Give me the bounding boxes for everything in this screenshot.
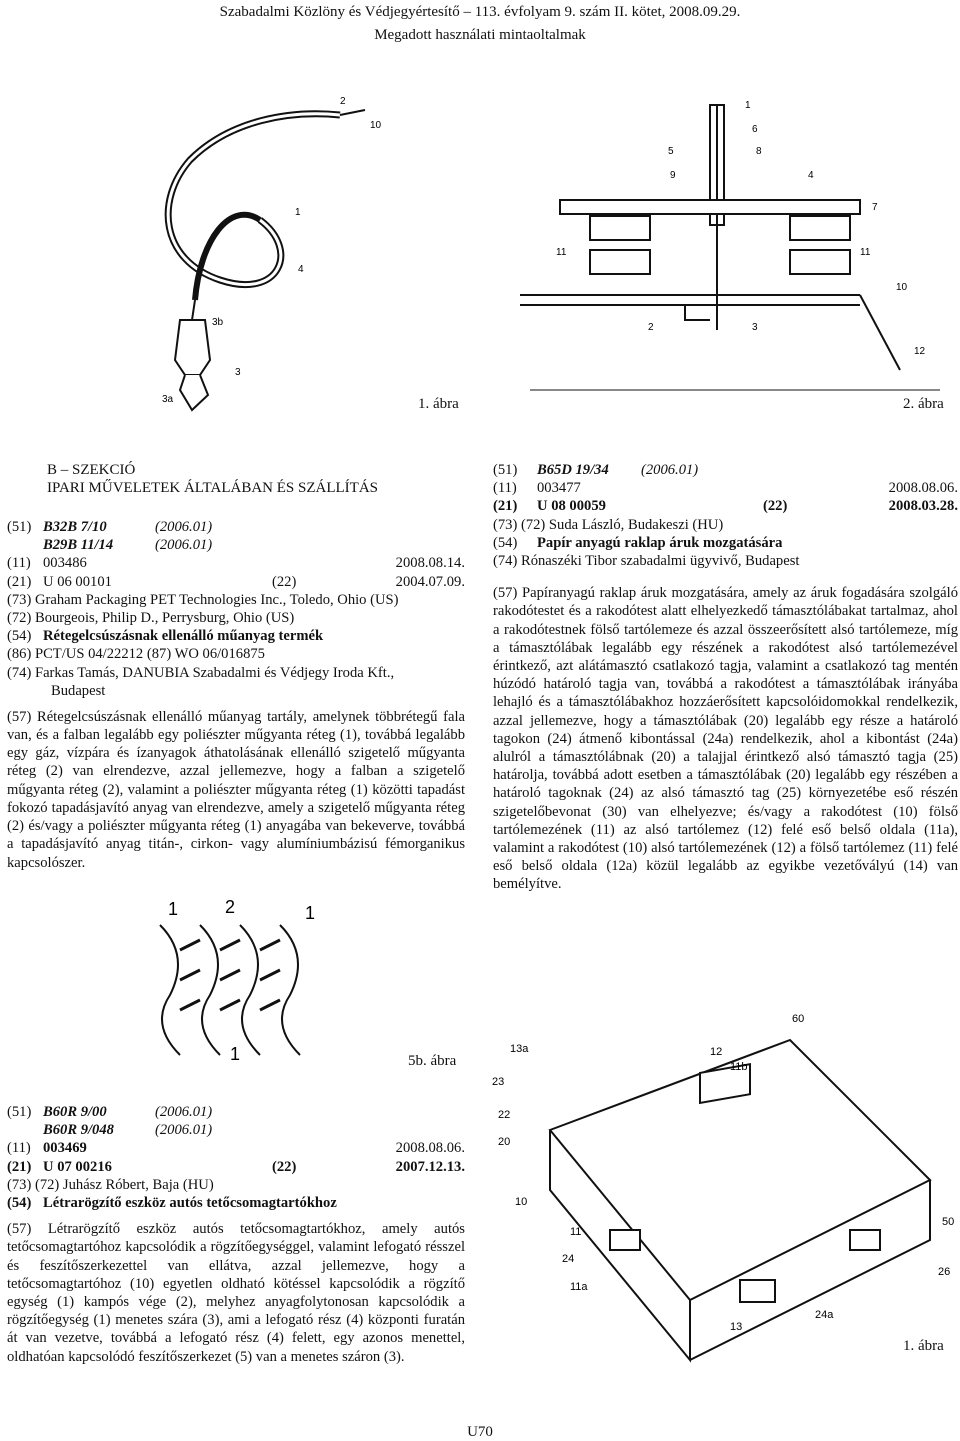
registration-number: 003486 — [43, 555, 87, 572]
figure-2-caption: 2. ábra — [903, 396, 944, 412]
field-code: (21) — [493, 498, 518, 515]
ipc-class: B60R 9/048 — [43, 1122, 114, 1139]
fig2-label: 5 — [668, 146, 674, 157]
abstract-text: (57) Rétegelcsúszásnak ellenálló műanyag tartály, amelynek többrétegű fala van, és a falban legalább egy poliészter műgyanta réteg (1), továbbá legalább egy gáz, vízpára és ízanyagok áthatolásának ellenálló szigetelő műgyanta réteg (2) van elrendezve, azzal jellemezve, hogy a falban a szigetelő műgyanta réteg (2), valamint a poliészter műgyanta réteg (1) közötti tapadást fokozó tapadásjavító anyag van elrendezve, amely a szigetelő műgyanta réteg (2) és/vagy a poliészter műgyanta réteg (1) anyagába van bekeverve, továbbá a tapadásjavító anyag titán-, cirkon- vagy alumíniumbázisú fémorganikus kapcsolószer. — [7, 708, 465, 871]
fig1-label: 10 — [370, 120, 382, 131]
fig2-label: 7 — [872, 202, 878, 213]
entry-title: Létrarögzítő eszköz autós tetőcsomagtartókhoz — [43, 1194, 337, 1211]
field-code: (54) — [7, 628, 32, 645]
field-code: (22) — [272, 573, 297, 590]
application-number: U 06 00101 — [43, 573, 112, 590]
patent-entry-003486 — [7, 518, 465, 872]
figure-5b-caption: 5b. ábra — [408, 1053, 457, 1069]
patent-entry-003469 — [7, 1103, 465, 1366]
fig1-label: 4 — [298, 264, 304, 275]
pallet-label: 11b — [730, 1061, 748, 1073]
fig1-label: 3 — [235, 367, 241, 378]
ipc-version: (2006.01) — [155, 519, 213, 535]
field-code: (11) — [7, 555, 31, 572]
ipc-class: B65D 19/34 — [537, 462, 609, 478]
fig2-label: 8 — [756, 146, 762, 157]
pallet-label: 13 — [730, 1321, 743, 1333]
pct-line: (86) PCT/US 04/22212 (87) WO 06/016875 — [7, 646, 265, 663]
field-code: (11) — [7, 1140, 31, 1157]
field-code: (51) — [7, 1104, 32, 1120]
fig2-label: 3 — [752, 322, 758, 333]
application-number: U 08 00059 — [537, 498, 606, 515]
owner-line: (73) (72) Juhász Róbert, Baja (HU) — [7, 1176, 214, 1193]
ipc-class: B60R 9/00 — [43, 1104, 107, 1120]
inventor-line: (72) Bourgeois, Philip D., Perrysburg, Ohio (US) — [7, 609, 295, 626]
pallet-label: 11a — [570, 1281, 588, 1293]
field-code: (54) — [7, 1194, 32, 1211]
ipc-version: (2006.01) — [155, 1122, 213, 1139]
fig2-label: 11 — [860, 247, 871, 258]
registration-number: 003469 — [43, 1140, 87, 1157]
fig1-label: 1 — [295, 207, 301, 218]
ipc-version: (2006.01) — [155, 537, 213, 554]
field-code: (21) — [7, 1158, 32, 1175]
fig2-label: 4 — [808, 170, 814, 181]
fig1-label: 3a — [162, 394, 174, 405]
agent-city: Budapest — [51, 682, 106, 699]
application-number: U 07 00216 — [43, 1158, 112, 1175]
figure-pallet-caption: 1. ábra — [903, 1338, 944, 1354]
pallet-label: 24 — [562, 1253, 575, 1265]
pallet-label: 22 — [498, 1109, 511, 1121]
pallet-label: 23 — [492, 1076, 505, 1088]
pallet-label: 50 — [942, 1216, 955, 1228]
filing-date: 2008.03.28. — [888, 498, 958, 515]
section-subtitle: IPARI MŰVELETEK ÁLTALÁBAN ÉS SZÁLLÍTÁS — [47, 480, 379, 496]
fig2-label: 10 — [896, 282, 908, 293]
fig2-label: 9 — [670, 170, 676, 181]
field-code: (22) — [763, 498, 788, 515]
fig5b-label: 1 — [230, 1044, 241, 1064]
abstract-text: (57) Létrarögzítő eszköz autós tetőcsomagtartókhoz, amely autós tetőcsomagtartóhoz kapcsolódik a rögzítőegységgel, valamint lefogató résszel és feszítőszerkezettel van ellátva, azzal jellemezve, hogy a tetőcsomagtartóhoz (10) egyetlen oldható kötéssel kapcsolódik a rögzítő egység (1) kampós vége (2), melyhez anyagfolytonosan kapcsolódik a rögzítőegység (1) menetes szára (3), ami a lefogató rész (4) központi furatán át van vezetve, továbbá a lefogató rész (4) felett, egy azonos menettel, oldhatóan kapcsolódó feszítőszerkezet (5) van a menetes száron (3). — [7, 1221, 465, 1365]
running-header: Szabadalmi Közlöny és Védjegyértesítő – 113. évfolyam 9. szám II. kötet, 2008.09.29. — [219, 4, 741, 20]
section-header: Megadott használati mintaoltalmak — [374, 27, 586, 43]
ipc-class: B29B 11/14 — [43, 537, 114, 554]
figure-2-drawing — [520, 90, 960, 425]
figure-1-drawing — [150, 90, 410, 425]
field-code: (54) — [493, 534, 518, 551]
figure-pallet-drawing — [490, 1000, 960, 1380]
pallet-label: 20 — [498, 1136, 511, 1148]
owner-line: (73) Graham Packaging PET Technologies Inc., Toledo, Ohio (US) — [7, 591, 399, 608]
ipc-class: B32B 7/10 — [43, 519, 107, 535]
fig2-label: 11 — [556, 247, 567, 258]
field-code: (11) — [493, 480, 517, 497]
figure-5b-drawing — [140, 895, 340, 1065]
pallet-label: 13a — [510, 1043, 529, 1055]
patent-entry-003477 — [493, 461, 958, 894]
fig2-label: 6 — [752, 124, 758, 135]
pallet-label: 26 — [938, 1266, 951, 1278]
registration-date: 2008.08.06. — [395, 1140, 465, 1157]
fig5b-label: 1 — [168, 899, 179, 919]
pallet-label: 60 — [792, 1013, 805, 1025]
section-title: B – SZEKCIÓ — [47, 462, 136, 478]
abstract-text: (57) Papíranyagú raklap áruk mozgatására, amely az áruk fogadására szolgáló rakodótestet és a rakodótest alatt elhelyezkedő támasztólábakat tartalmaz, ahol a rakodótestnek fölső tartólemeze és azzal összeerősített alsó tartólemeze, míg a támasztólábak legalább egy részének a rakodótest alsó tartólemezével érintkező, azt alátámasztó csatlakozó tagja, valamint a csatlakozó tag mentén húzódó határoló tagja van, továbbá a rakodótest a támasztólábak irányába lehajló és a támasztólábakhoz hozzáerősített kapcsolóidomokkal rendelkezik, azzal jellemezve, hogy a támasztólábak (20) legalább egy része a határoló tagokon (24) átmenő kibontással (24a) rendelkezik, ahol a kibontást (24a) alulról a támasztólábnak (20) a talajjal érintkező alsó támasztó tagja (25) határolja, továbbá adott esetben a támasztólábak (20) legalább egy részében a határoló tagoknak (24) az alsó támasztó tag (25) környezetébe eső részén szigetelőbevonat (30) van elhelyezve; és/vagy a rakodótest (10) fölső tartólemezének (11) az alsó tartólemez (12) felé eső belső oldala (11a), valamint a rakodótest (10) alsó tartólemezének (12) a fölső tartólemez (11) felé eső belső oldala (12a) közül legalább az egyikbe vezetővályú (14) van bemélyítve. — [493, 585, 958, 893]
agent-line: (74) Farkas Tamás, DANUBIA Szabadalmi és Védjegy Iroda Kft., — [7, 664, 395, 681]
registration-date: 2008.08.14. — [395, 555, 465, 572]
registration-date: 2008.08.06. — [888, 480, 958, 497]
fig1-label: 2 — [340, 96, 346, 107]
figure-1-caption: 1. ábra — [418, 396, 459, 412]
fig1-label: 3b — [212, 317, 224, 328]
filing-date: 2004.07.09. — [395, 573, 465, 590]
field-code: (51) — [493, 462, 518, 478]
entry-title: Rétegelcsúszásnak ellenálló műanyag termék — [43, 628, 324, 645]
pallet-label: 24a — [815, 1309, 834, 1321]
pallet-label: 12 — [710, 1046, 723, 1058]
registration-number: 003477 — [537, 480, 581, 497]
fig2-label: 1 — [745, 100, 751, 111]
pallet-label: 11 — [570, 1226, 582, 1238]
fig5b-label: 1 — [305, 903, 316, 923]
field-code: (51) — [7, 519, 32, 535]
fig5b-label: 2 — [225, 897, 236, 917]
agent-line: (74) Rónaszéki Tibor szabadalmi ügyvivő, Budapest — [493, 552, 800, 569]
field-code: (22) — [272, 1158, 297, 1175]
fig2-label: 12 — [914, 346, 926, 357]
field-code: (21) — [7, 573, 32, 590]
ipc-version: (2006.01) — [155, 1104, 213, 1120]
fig2-label: 2 — [648, 322, 654, 333]
filing-date: 2007.12.13. — [395, 1158, 465, 1175]
ipc-version: (2006.01) — [641, 462, 699, 478]
owner-line: (73) (72) Suda László, Budakeszi (HU) — [493, 516, 724, 533]
entry-title: Papír anyagú raklap áruk mozgatására — [537, 534, 783, 551]
pallet-label: 10 — [515, 1196, 528, 1208]
page-number: U70 — [467, 1424, 493, 1440]
